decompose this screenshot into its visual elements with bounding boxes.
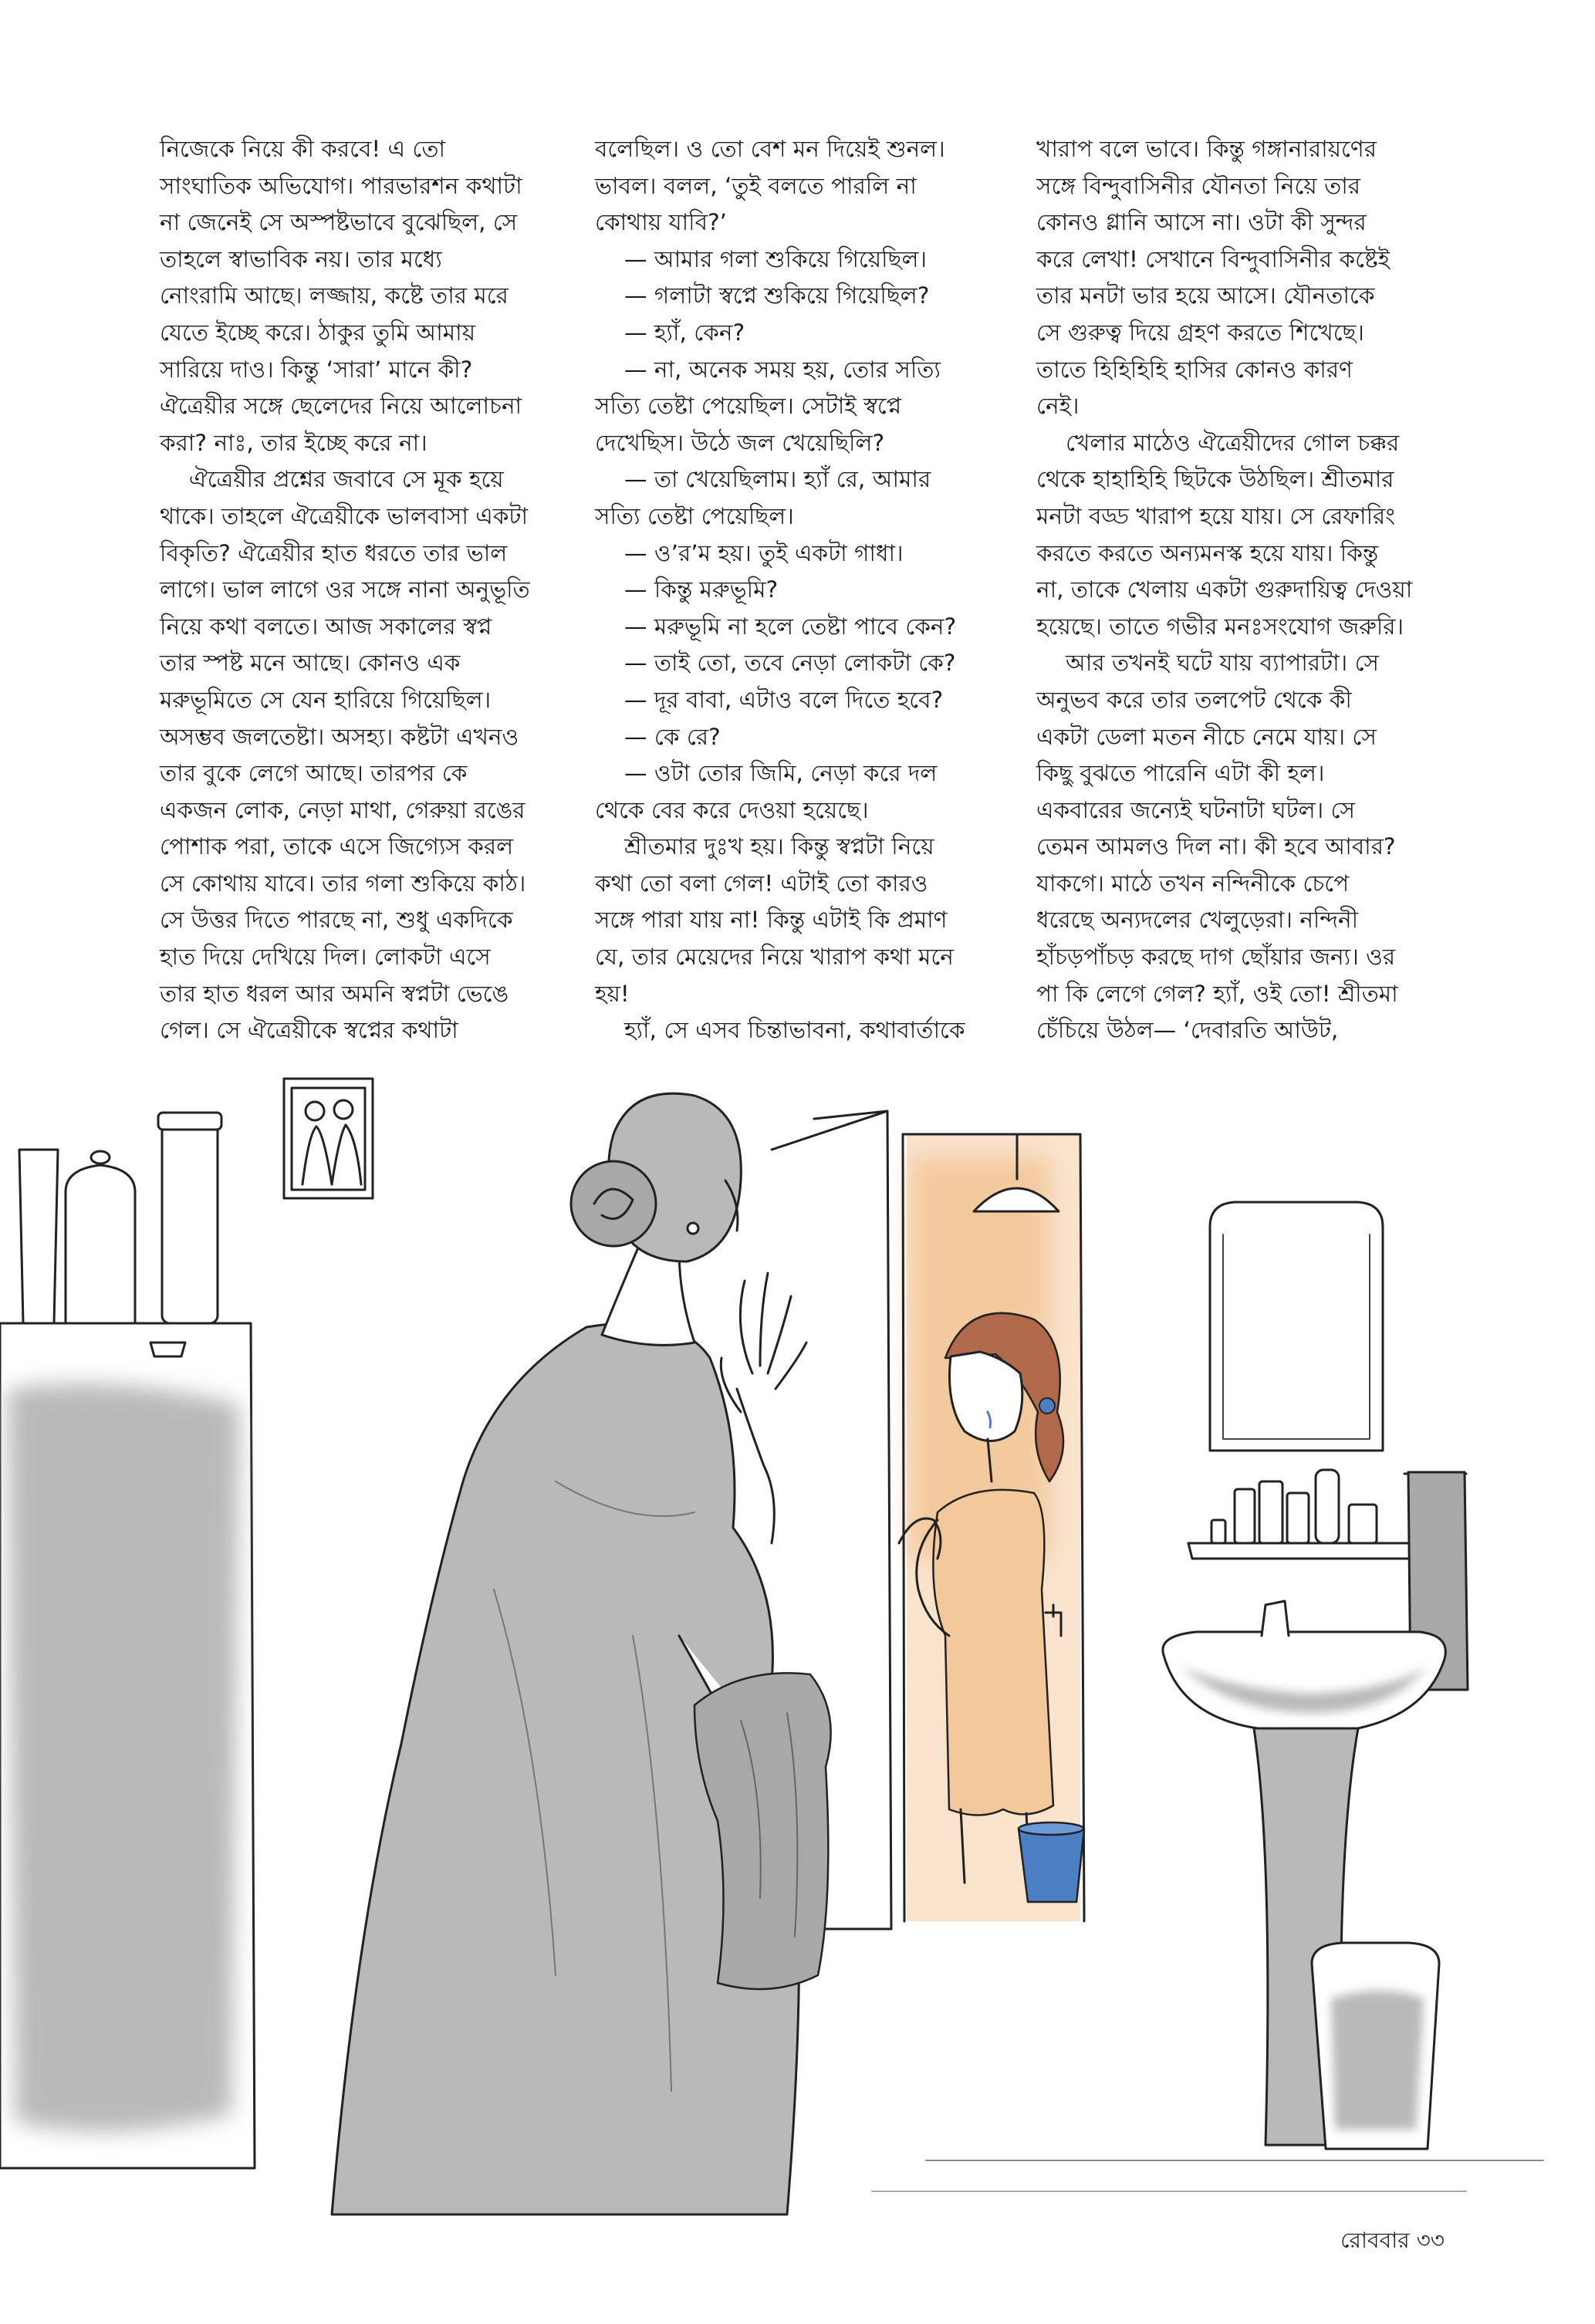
bottle-3 (1287, 1493, 1309, 1543)
text-line: ঐত্রেয়ীর প্রশ্নের জবাবে সে মূক হয়ে (189, 466, 504, 493)
text-line: যাকগে। মাঠে তখন নন্দিনীকে চেপে (1036, 870, 1350, 897)
bottle-5 (1349, 1505, 1377, 1543)
text-line: — কে রে? (624, 723, 721, 750)
text-line: অনুভব করে তার তলপেট থেকে কী (1036, 686, 1352, 713)
text-line: সঙ্গে বিন্দুবাসিনীর যৌনতা নিয়ে তার (1036, 172, 1361, 199)
photo-frame (284, 1079, 373, 1198)
text-line: — দূর বাবা, এটাও বলে দিতে হবে? (624, 686, 944, 713)
text-line: পোশাক পরা, তাকে এসে জিগ্যেস করল (160, 833, 514, 860)
text-line: — না, অনেক সময় হয়, তোর সত্যি (624, 356, 941, 383)
bin-shade (1331, 1991, 1424, 2130)
text-line: নেই। (1036, 393, 1080, 420)
text-line: তেমন আমলও দিল না। কী হবে আবার? (1036, 833, 1396, 860)
text-line: লাগে। ভাল লাগে ওর সঙ্গে নানা অনুভূতি (160, 576, 530, 603)
text-line: তাতে হিহিহিহি হাসির কোনও কারণ (1036, 356, 1353, 383)
bottle-6 (1211, 1520, 1225, 1543)
text-line: সারিয়ে দাও। কিন্তু ‘সারা’ মানে কী? (160, 356, 473, 383)
text-line: — ওটা তোর জিমি, নেড়া করে দল (624, 760, 938, 787)
shelf (1188, 1543, 1424, 1559)
text-line: তার স্পষ্ট মনে আছে। কোনও এক (160, 650, 461, 677)
text-line: তার মনটা ভার হয়ে আসে। যৌনতাকে (1036, 282, 1375, 309)
bucket (1019, 1829, 1084, 1902)
bathroom-illustration (0, 1049, 1595, 2222)
jar-round-knob (91, 1151, 110, 1164)
jar-tall (162, 1119, 218, 1323)
text-line: — গলাটা স্বপ্নে শুকিয়ে গিয়েছিল? (624, 282, 930, 309)
text-line: কথা তো বলা গেল! এটাই তো কারও (595, 870, 928, 897)
text-line: হয়! (595, 980, 630, 1007)
page-footer (1340, 2224, 1445, 2260)
text-line: থাকে। তাহলে ঐত্রেয়ীকে ভালবাসা একটা (160, 502, 529, 529)
text-line: যেতে ইচ্ছে করে। ঠাকুর তুমি আমায় (160, 319, 476, 346)
text-line: বলেছিল। ও তো বেশ মন দিয়েই শুনল। (595, 136, 945, 162)
jar-round (66, 1165, 135, 1323)
text-line: খারাপ বলে ভাবে। কিন্তু গঙ্গানারায়ণের (1036, 136, 1377, 162)
text-line: হ্যাঁ, সে এসব চিন্তাভাবনা, কথাবার্তাকে (624, 1017, 965, 1044)
woman-in-saree (332, 1093, 831, 2214)
text-column-1 (160, 131, 530, 1049)
text-line: দেখেছিস। উঠে জল খেয়েছিলি? (595, 429, 885, 456)
fridge (0, 1113, 255, 2168)
text-line: পা কি লেগে গেল? হ্যাঁ, ওই তো! শ্রীতমা (1036, 980, 1398, 1007)
text-line: আর তখনই ঘটে যায় ব্যাপারটা। সে (1066, 650, 1380, 677)
text-line: মনটা বড্ড খারাপ হয়ে যায়। সে রেফারিং (1036, 502, 1395, 529)
text-line: কিছু বুঝতে পারেনি এটা কী হল। (1036, 760, 1325, 787)
bottle-4 (1316, 1470, 1339, 1543)
text-line: সঙ্গে পারা যায় না! কিন্তু এটাই কি প্রমাণ (595, 907, 948, 934)
text-line: যে, তার মেয়েদের নিয়ে খারাপ কথা মনে (595, 944, 954, 971)
text-line: একটা ডেলা মতন নীচে নেমে যায়। সে (1036, 723, 1377, 750)
text-line: ভাবল। বলল, ‘তুই বলতে পারলি না (595, 172, 917, 199)
text-line: তাহলে স্বাভাবিক নয়। তার মধ্যে (160, 245, 442, 272)
text-line: — আমার গলা শুকিয়ে গিয়েছিল। (624, 245, 928, 272)
text-line: অসম্ভব জলতেষ্টা। অসহ্য। কষ্টটা এখনও (160, 723, 519, 750)
text-line: হাঁচড়পাঁচড় করছে দাগ ছোঁয়ার জন্য। ওর (1036, 944, 1396, 971)
text-line: — তাই তো, তবে নেড়া লোকটা কে? (624, 650, 956, 677)
text-line: নিয়ে কথা বলতে। আজ সকালের স্বপ্ন (160, 613, 492, 640)
text-line: নোংরামি আছে। লজ্জায়, কষ্টে তার মরে (160, 282, 509, 309)
text-line: — কিন্তু মরুভূমি? (624, 576, 779, 603)
bottle-1 (1235, 1489, 1255, 1543)
text-line: করে লেখা! সেখানে বিন্দুবাসিনীর কষ্টেই (1036, 245, 1391, 272)
text-line: একজন লোক, নেড়া মাথা, গেরুয়া রঙের (160, 796, 525, 823)
text-line: হাত দিয়ে দেখিয়ে দিল। লোকটা এসে (160, 944, 491, 971)
text-line: নিজেকে নিয়ে কী করবে! এ তো (160, 136, 446, 162)
text-line: সত্যি তেষ্টা পেয়েছিল। (595, 502, 794, 529)
text-line: শ্রীতমার দুঃখ হয়। কিন্তু স্বপ্নটা নিয়ে (624, 833, 934, 860)
hair-tie (1039, 1398, 1055, 1414)
text-line: খেলার মাঠেও ঐত্রেয়ীদের গোল চক্কর (1066, 429, 1400, 456)
bottle-2 (1259, 1481, 1282, 1543)
text-line: থেকে বের করে দেওয়া হয়েছে। (595, 796, 869, 823)
jar-small (19, 1150, 58, 1323)
text-line: — মরুভূমি না হলে তেষ্টা পাবে কেন? (624, 613, 957, 640)
text-line: তার বুকে লেগে আছে। তারপর কে (160, 760, 468, 787)
text-line: কোনও গ্লানি আসে না। ওটা কী সুন্দর (1036, 209, 1367, 236)
text-line: সে উত্তর দিতে পারছে না, শুধু একদিকে (160, 907, 513, 934)
earring (688, 1223, 698, 1234)
text-line: কোথায় যাবি?’ (595, 209, 728, 236)
text-line: তার হাত ধরল আর অমনি স্বপ্নটা ভেঙে (160, 980, 509, 1007)
text-line: একবারের জন্যেই ঘটনাটা ঘটল। সে (1036, 796, 1355, 823)
bucket-rim (1019, 1822, 1083, 1835)
text-line: — তা খেয়েছিলাম। হ্যাঁ রে, আমার (624, 466, 931, 493)
page-label: রোববার ৩৩ (1340, 2228, 1445, 2253)
text-line: হয়েছে। তাতে গভীর মনঃসংযোগ জরুরি। (1036, 613, 1404, 640)
fridge-shade (8, 1383, 239, 2132)
raised-hand (721, 1273, 806, 1412)
text-line: গেল। সে ঐত্রেয়ীকে স্বপ্নের কথাটা (160, 1017, 458, 1044)
text-line: — ও’র’ম হয়। তুই একটা গাধা। (624, 539, 904, 566)
text-line: মরুভূমিতে সে যেন হারিয়ে গিয়েছিল। (160, 686, 492, 713)
text-line: থেকে হাহাহিহি ছিটকে উঠছিল। শ্রীতমার (1036, 466, 1394, 493)
bathroom-opening (899, 1134, 1084, 1921)
hair-bun (571, 1161, 656, 1246)
text-column-3 (1036, 131, 1438, 1049)
text-line: সে গুরুত্ব দিয়ে গ্রহণ করতে শিখেছে। (1036, 319, 1364, 346)
text-line: ঐত্রেয়ীর সঙ্গে ছেলেদের নিয়ে আলোচনা (160, 393, 522, 420)
mirror (1210, 1202, 1383, 1451)
text-line: সে কোথায় যাবে। তার গলা শুকিয়ে কাঠ। (160, 870, 526, 897)
text-line: করা? নাঃ, তার ইচ্ছে করে না। (160, 429, 427, 456)
text-line: — হ্যাঁ, কেন? (624, 319, 745, 346)
text-column-2 (595, 131, 996, 1049)
text-line: ধরেছে অন্যদলের খেলুড়েরা। নন্দিনী (1036, 907, 1359, 934)
girl-towel (933, 1490, 1053, 1816)
text-line: বিকৃতি? ঐত্রেয়ীর হাত ধরতে তার ভাল (160, 539, 508, 566)
jar-lid (158, 1113, 221, 1130)
text-line: সত্যি তেষ্টা পেয়েছিল। সেটাই স্বপ্নে (595, 393, 902, 420)
text-line: চেঁচিয়ে উঠল— ‘দেবারতি আউট, (1036, 1017, 1339, 1044)
raised-arm (737, 1389, 774, 1543)
text-line: করতে করতে অন্যমনস্ক হয়ে যায়। কিন্তু (1036, 539, 1379, 566)
text-line: না, তাকে খেলায় একটা গুরুদায়িত্ব দেওয়া (1036, 576, 1413, 603)
sink-tap (1262, 1601, 1289, 1636)
text-line: না জেনেই সে অস্পষ্টভাবে বুঝেছিল, সে (160, 209, 518, 236)
text-line: সাংঘাতিক অভিযোগ। পারভারশন কথাটা (160, 172, 522, 199)
